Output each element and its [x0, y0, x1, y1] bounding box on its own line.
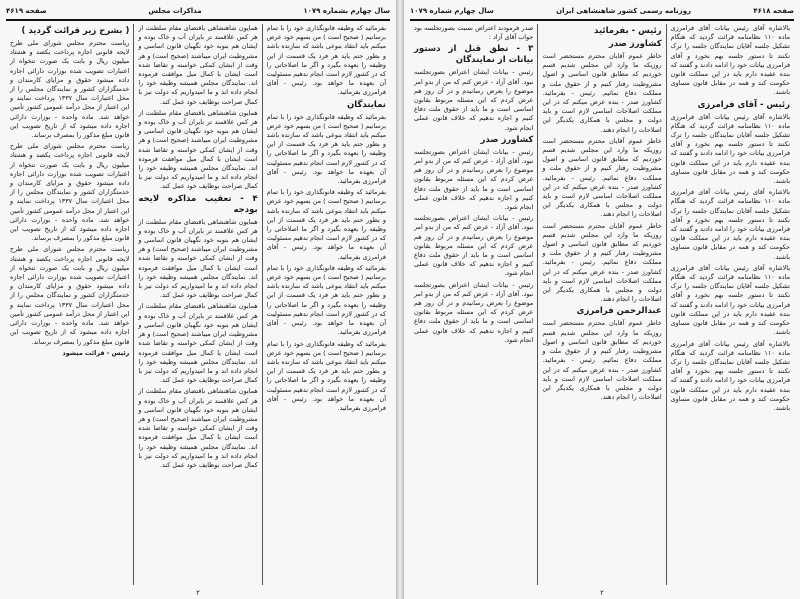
column-text: همایون شاهنشاهی باقتضای مقام سلطنت از هر کس علاقمند تر بایران آب و خاک بوده و ایشان هم بنوبه خود نگهبان قانون اساسی و مشروطیت ایران میباشند (صحیح است) و هر وقت از ایشان کمکی خواسته و تقاضا شده است ایشان با کمال میل موافقت فرموده اند. نمایندگان مجلس همیشه وظیفه خود را انجام داده اند و ما امیدواریم که دولت نیز با کمال صراحت بوظایف خود عمل کند.	[138, 302, 258, 385]
column-text: رئیس - بیانات ایشان اعتراض بصورتجلسه نبود. آقای آزاد - عرض کنم که من از بدو امر موضوع را بعرض رسانیدم و در آن روز هم عرض کردم که این مسئله مربوط بقانون اساسی است و ما باید از حقوق ملت دفاع کنیم و اجازه ندهیم که خلاف قانون عملی انجام شود.	[414, 280, 534, 344]
column-1	[262, 24, 390, 585]
column-heading: ۳ - نطق قبل از دستور بیانات از نمایندگان	[414, 44, 534, 66]
column-text: همایون شاهنشاهی باقتضای مقام سلطنت از هر کس علاقمند تر بایران آب و خاک بوده و ایشان هم بنوبه خود نگهبان قانون اساسی و مشروطیت ایران میباشند (صحیح است) و هر وقت از ایشان کمکی خواسته و تقاضا شده است ایشان با کمال میل موافقت فرموده اند. نمایندگان مجلس همیشه وظیفه خود را انجام داده اند و ما امیدواریم که دولت نیز با کمال صراحت بوظایف خود عمل کند.	[138, 387, 258, 469]
column-3	[410, 24, 537, 585]
column-text: خاطر عموم آقایان محترم مستحضر است روزیکه ما وارد این مجلس شدیم قسم خوردیم که مطابق قانون اساسی و اصول مشروطیت رفتار کنیم و از حقوق ملت و مملکت دفاع نمائیم. رئیس - بفرمائید. کشاورز صدر - بنده عرض میکنم که در این مملکت اصلاحات اساسی لازم است و باید دولت و مجلس با همکاری یکدیگر این اصلاحات را انجام دهند.	[542, 52, 662, 134]
header-rule	[410, 19, 794, 21]
column-2	[537, 24, 665, 585]
column-heading: ( بشرح زیر قرائت گردید )	[21, 26, 130, 36]
column-intro: صدر فرمودند اعتراض نسبت بصورتجلسه بود جواب آقای آزاد :	[414, 24, 534, 42]
newspaper-title: روزنامه رسمی کشور شاهنشاهی ایران	[556, 7, 692, 15]
page-header	[6, 4, 390, 18]
speaker-name: کشاورز صدر	[480, 134, 534, 145]
column-text: بفرمائید که وظیفه قانونگذاری خود را با تمام برسانیم ( صحیح است ) من بسهم خود عرض میکنم باید انتقاد بنوعی باشد که سازنده باشد و بطور حتم باید هر فرد یک قسمت از این وظیفه را بعهده بگیرد و اگر ما اصلاحاتی را که در کشور لازم است انجام ندهیم مسئولیت آن بعهده ما خواهد بود. رئیس - آقای فرامرزی بفرمائید.	[266, 263, 386, 337]
column-footer: رئیس - قرائت میشود	[62, 348, 130, 357]
column-heading: رئیس - بفرمائید	[594, 26, 662, 36]
column-text: ریاست محترم مجلس شورای ملی طرح لایحه قانونی اجازه پرداخت یکصد و هشتاد میلیون ریال و بابت یک صورت تنخواه از اعتبارات تصویب شده بوزارت دارائی اجازه داده میشود حقوق و مزایای کارمندان و خدمتگزاران کشور و نمایندگان مجلس را از محل اعتبارات سال ۱۳۳۷ پرداخت نمایند و این اعتبار از محل درآمد عمومی کشور تأمین خواهد شد. ماده واحده - بوزارت دارائی اجازه داده میشود که از تاریخ تصویب این قانون مبلغ مذکور را بمصرف برساند.	[10, 39, 130, 140]
column-text: رئیس - بیانات ایشان اعتراض بصورتجلسه نبود. آقای آزاد - عرض کنم که من از بدو امر موضوع را بعرض رسانیدم و در آن روز هم عرض کردم که این مسئله مربوط بقانون اساسی است و ما باید از حقوق ملت دفاع کنیم و اجازه ندهیم که خلاف قانون عملی انجام شود.	[414, 214, 534, 278]
column-text: همایون شاهنشاهی باقتضای مقام سلطنت از هر کس علاقمند تر بایران آب و خاک بوده و ایشان هم بنوبه خود نگهبان قانون اساسی و مشروطیت ایران میباشند (صحیح است) و هر وقت از ایشان کمکی خواسته و تقاضا شده است ایشان با کمال میل موافقت فرموده اند. نمایندگان مجلس همیشه وظیفه خود را انجام داده اند و ما امیدواریم که دولت نیز با کمال صراحت بوظایف خود عمل کند.	[138, 108, 258, 191]
column-2	[133, 24, 261, 585]
column-text: بالاشاره آقای رئیس بیانات آقای فرامرزی ماده ۱۱۰ نظامنامه قرائت گردید که هنگام تشکیل جلسه آقایان نمایندگان جلسه را ترک نکنند تا دستور جلسه بهم نخورد و آقای فرامرزی بیانات خود را ادامه دادند و گفتند که بنده عقیده دارم باید در این مملکت قانون حکومت کند و همه در مقابل قانون مساوی باشند.	[670, 188, 790, 261]
header-rule	[6, 19, 390, 21]
page-gutter	[396, 0, 404, 599]
signoff-name: عبدالرحمن فرامرزی	[576, 306, 662, 317]
column-text: خاطر عموم آقایان محترم مستحضر است روزیکه ما وارد این مجلس شدیم قسم خوردیم که مطابق قانون اساسی و اصول مشروطیت رفتار کنیم و از حقوق ملت و مملکت دفاع نمائیم. رئیس - بفرمائید. کشاورز صدر - بنده عرض میکنم که در این مملکت اصلاحات اساسی لازم است و باید دولت و مجلس با همکاری یکدیگر این اصلاحات را انجام دهند.	[542, 136, 662, 219]
page-footer: ۲	[196, 589, 200, 597]
column-text: خاطر عموم آقایان محترم مستحضر است روزیکه ما وارد این مجلس شدیم قسم خوردیم که مطابق قانون اساسی و اصول مشروطیت رفتار کنیم و از حقوق ملت و مملکت دفاع نمائیم. رئیس - بفرمائید. کشاورز صدر - بنده عرض میکنم که در این مملکت اصلاحات اساسی لازم است و باید دولت و مجلس با همکاری یکدیگر این اصلاحات را انجام دهند.	[542, 319, 662, 402]
column-text: خاطر عموم آقایان محترم مستحضر است روزیکه ما وارد این مجلس شدیم قسم خوردیم که مطابق قانون اساسی و اصول مشروطیت رفتار کنیم و از حقوق ملت و مملکت دفاع نمائیم. رئیس - بفرمائید. کشاورز صدر - بنده عرض میکنم که در این مملکت اصلاحات اساسی لازم است و باید دولت و مجلس با همکاری یکدیگر این اصلاحات را انجام دهند.	[542, 221, 662, 304]
column-text: ریاست محترم مجلس شورای ملی طرح لایحه قانونی اجازه پرداخت یکصد و هشتاد میلیون ریال و بابت یک صورت تنخواه از اعتبارات تصویب شده بوزارت دارائی اجازه داده میشود حقوق و مزایای کارمندان و خدمتگزاران کشور و نمایندگان مجلس را از محل اعتبارات سال ۱۳۳۷ پرداخت نمایند و این اعتبار از محل درآمد عمومی کشور تأمین خواهد شد. ماده واحده - بوزارت دارائی اجازه داده میشود که از تاریخ تصویب این قانون مبلغ مذکور را بمصرف برساند.	[10, 142, 130, 243]
column-text: ریاست محترم مجلس شورای ملی طرح لایحه قانونی اجازه پرداخت یکصد و هشتاد میلیون ریال و بابت یک صورت تنخواه از اعتبارات تصویب شده بوزارت دارائی اجازه داده میشود حقوق و مزایای کارمندان و خدمتگزاران کشور و نمایندگان مجلس را از محل اعتبارات سال ۱۳۳۷ پرداخت نمایند و این اعتبار از محل درآمد عمومی کشور تأمین خواهد شد. ماده واحده - بوزارت دارائی اجازه داده میشود که از تاریخ تصویب این قانون مبلغ مذکور را بمصرف برساند.	[10, 245, 130, 346]
left-page	[0, 0, 396, 599]
column-text: رئیس - بیانات ایشان اعتراض بصورتجلسه نبود. آقای آزاد - عرض کنم که من از بدو امر موضوع را بعرض رسانیدم و در آن روز هم عرض کردم که این مسئله مربوط بقانون اساسی است و ما باید از حقوق ملت دفاع کنیم و اجازه ندهیم که خلاف قانون عملی انجام شود.	[414, 147, 534, 212]
column-heading: نمایندگان	[346, 99, 386, 110]
issue-number: سال چهارم بشماره ۱۰۷۹	[303, 7, 390, 15]
page-number: صفحه ۴۶۱۹	[6, 7, 47, 15]
column-text: بالاشاره آقای رئیس بیانات آقای فرامرزی ماده ۱۱۰ نظامنامه قرائت گردید که هنگام تشکیل جلسه آقایان نمایندگان جلسه را ترک نکنند تا دستور جلسه بهم نخورد و آقای فرامرزی بیانات خود را ادامه دادند و گفتند که بنده عقیده دارم باید در این مملکت قانون حکومت کند و همه در مقابل قانون مساوی باشند.	[670, 24, 790, 97]
column-heading: ۴ - تعقیب مذاکره لایحه بودجه	[138, 193, 258, 215]
page-number: صفحه ۴۶۱۸	[753, 7, 794, 15]
column-text: بالاشاره آقای رئیس بیانات آقای فرامرزی ماده ۱۱۰ نظامنامه قرائت گردید که هنگام تشکیل جلسه آقایان نمایندگان جلسه را ترک نکنند تا دستور جلسه بهم نخورد و آقای فرامرزی بیانات خود را ادامه دادند و گفتند که بنده عقیده دارم باید در این مملکت قانون حکومت کند و همه در مقابل قانون مساوی باشند.	[670, 339, 790, 412]
column-3	[6, 24, 133, 585]
column-text: رئیس - بیانات ایشان اعتراض بصورتجلسه نبود. آقای آزاد - عرض کنم که من از بدو امر موضوع را بعرض رسانیدم و در آن روز هم عرض کردم که این مسئله مربوط بقانون اساسی است و ما باید از حقوق ملت دفاع کنیم و اجازه ندهیم که خلاف قانون عملی انجام شود.	[414, 68, 534, 132]
column-heading: رئیس - آقای فرامرزی	[697, 99, 790, 110]
column-text: بفرمائید که وظیفه قانونگذاری خود را با تمام برسانیم ( صحیح است ) من بسهم خود عرض میکنم باید انتقاد بنوعی باشد که سازنده باشد و بطور حتم باید هر فرد یک قسمت از این وظیفه را بعهده بگیرد و اگر ما اصلاحاتی را که در کشور لازم است انجام ندهیم مسئولیت آن بعهده ما خواهد بود. رئیس - آقای فرامرزی بفرمائید.	[266, 188, 386, 261]
column-text: بفرمائید که وظیفه قانونگذاری خود را با تمام برسانیم ( صحیح است ) من بسهم خود عرض میکنم باید انتقاد بنوعی باشد که سازنده باشد و بطور حتم باید هر فرد یک قسمت از این وظیفه را بعهده بگیرد و اگر ما اصلاحاتی را که در کشور لازم است انجام ندهیم مسئولیت آن بعهده ما خواهد بود. رئیس - آقای فرامرزی بفرمائید.	[266, 339, 386, 412]
page-footer: ۲	[600, 589, 604, 597]
column-text: بالاشاره آقای رئیس بیانات آقای فرامرزی ماده ۱۱۰ نظامنامه قرائت گردید که هنگام تشکیل جلسه آقایان نمایندگان جلسه را ترک نکنند تا دستور جلسه بهم نخورد و آقای فرامرزی بیانات خود را ادامه دادند و گفتند که بنده عقیده دارم باید در این مملکت قانون حکومت کند و همه در مقابل قانون مساوی باشند.	[670, 112, 790, 186]
column-text: همایون شاهنشاهی باقتضای مقام سلطنت از هر کس علاقمند تر بایران آب و خاک بوده و ایشان هم بنوبه خود نگهبان قانون اساسی و مشروطیت ایران میباشند (صحیح است) و هر وقت از ایشان کمکی خواسته و تقاضا شده است ایشان با کمال میل موافقت فرموده اند. نمایندگان مجلس همیشه وظیفه خود را انجام داده اند و ما امیدواریم که دولت نیز با کمال صراحت بوظایف خود عمل کند.	[138, 217, 258, 300]
section-title: مذاکرات مجلس	[148, 7, 202, 15]
page-header	[410, 4, 794, 18]
column-text: بالاشاره آقای رئیس بیانات آقای فرامرزی ماده ۱۱۰ نظامنامه قرائت گردید که هنگام تشکیل جلسه آقایان نمایندگان جلسه را ترک نکنند تا دستور جلسه بهم نخورد و آقای فرامرزی بیانات خود را ادامه دادند و گفتند که بنده عقیده دارم باید در این مملکت قانون حکومت کند و همه در مقابل قانون مساوی باشند.	[670, 263, 790, 337]
column-text: همایون شاهنشاهی باقتضای مقام سلطنت از هر کس علاقمند تر بایران آب و خاک بوده و ایشان هم بنوبه خود نگهبان قانون اساسی و مشروطیت ایران میباشند (صحیح است) و هر وقت از ایشان کمکی خواسته و تقاضا شده است ایشان با کمال میل موافقت فرموده اند. نمایندگان مجلس همیشه وظیفه خود را انجام داده اند و ما امیدواریم که دولت نیز با کمال صراحت بوظایف خود عمل کند.	[138, 24, 258, 106]
right-page	[404, 0, 800, 599]
issue-number: سال چهارم شماره ۱۰۷۹	[410, 7, 494, 15]
column-text: بفرمائید که وظیفه قانونگذاری خود را با تمام برسانیم ( صحیح است ) من بسهم خود عرض میکنم باید انتقاد بنوعی باشد که سازنده باشد و بطور حتم باید هر فرد یک قسمت از این وظیفه را بعهده بگیرد و اگر ما اصلاحاتی را که در کشور لازم است انجام ندهیم مسئولیت آن بعهده ما خواهد بود. رئیس - آقای فرامرزی بفرمائید.	[266, 24, 386, 97]
column-1	[666, 24, 794, 585]
column-text: بفرمائید که وظیفه قانونگذاری خود را با تمام برسانیم ( صحیح است ) من بسهم خود عرض میکنم باید انتقاد بنوعی باشد که سازنده باشد و بطور حتم باید هر فرد یک قسمت از این وظیفه را بعهده بگیرد و اگر ما اصلاحاتی را که در کشور لازم است انجام ندهیم مسئولیت آن بعهده ما خواهد بود. رئیس - آقای فرامرزی بفرمائید.	[266, 112, 386, 186]
speaker-name: کشاورز صدر	[608, 39, 662, 49]
